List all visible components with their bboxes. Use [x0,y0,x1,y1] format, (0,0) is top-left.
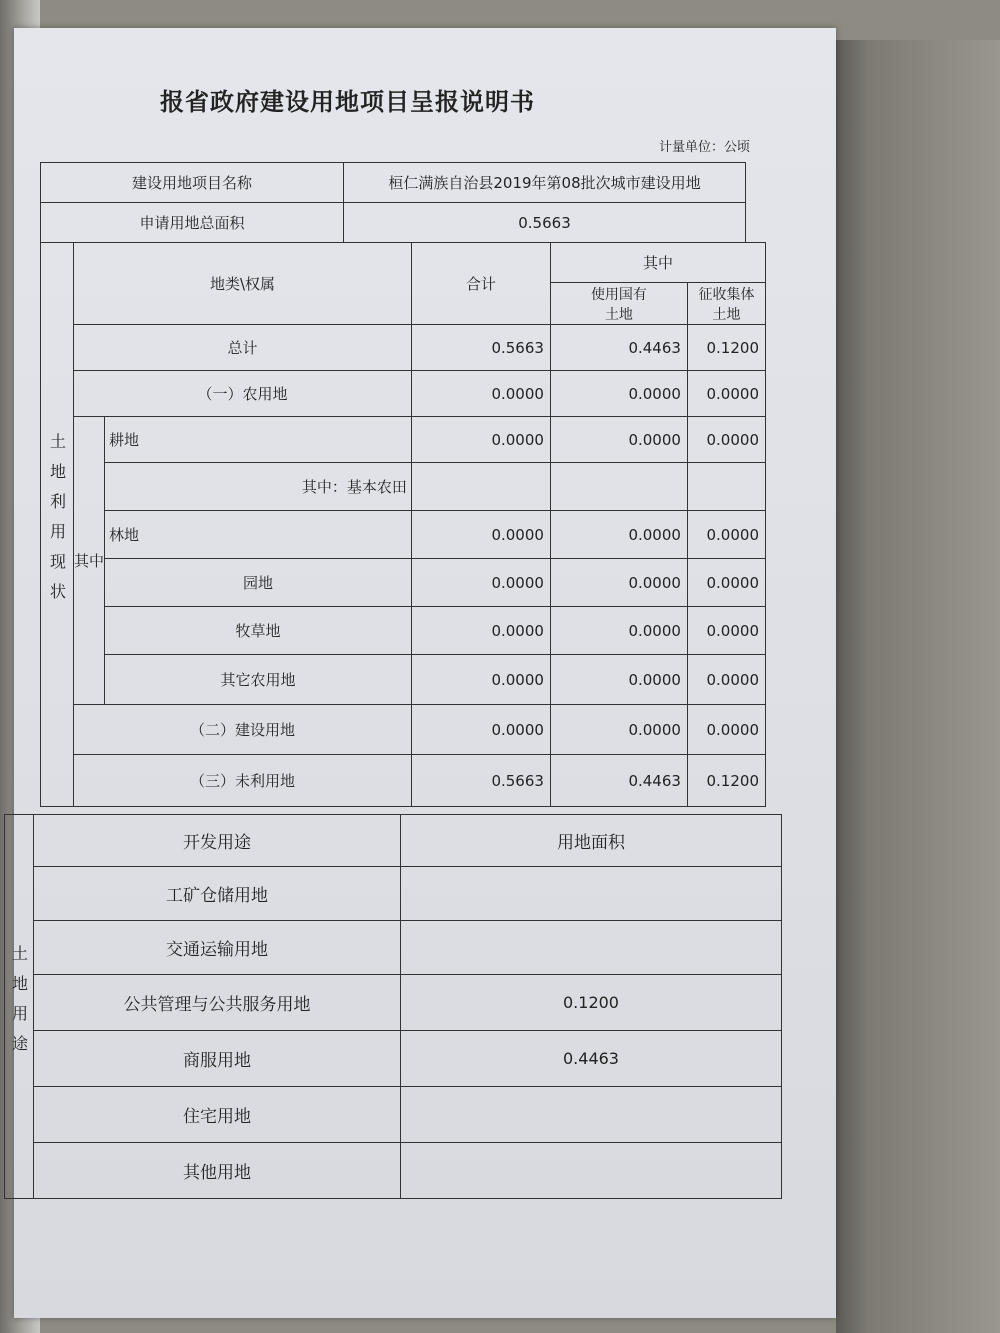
table-row [41,463,766,511]
row-state: 0.0000 [550,559,687,607]
row-total: 0.0000 [411,655,550,705]
table-row [41,755,766,807]
table-row [5,1031,782,1087]
table-row [41,607,766,655]
table-row [5,1087,782,1143]
header-of-which: 其中 [550,243,765,283]
row-state: 0.4463 [550,325,687,371]
row-state: 0.0000 [550,705,687,755]
table-row [41,417,766,463]
table-row [41,705,766,755]
row-label: 林地 [105,511,412,559]
row-collective: 0.0000 [687,559,765,607]
row-collective [687,463,765,511]
row-label: 总计 [74,325,412,371]
use-label: 公共管理与公共服务用地 [34,975,401,1031]
land-status-table [40,242,766,807]
use-label: 住宅用地 [34,1087,401,1143]
use-label: 商服用地 [34,1031,401,1087]
row-label: （一）农用地 [74,371,412,417]
unit-label: 计量单位：公顷 [658,140,750,155]
table-row [5,867,782,921]
row-label: 园地 [105,559,412,607]
use-label: 工矿仓储用地 [34,867,401,921]
row-total: 0.0000 [411,559,550,607]
status-side-label: 土地利用现状 [41,243,74,807]
header-category: 地类\权属 [74,243,412,325]
row-total: 0.0000 [411,607,550,655]
use-area [401,1143,782,1199]
use-area: 0.1200 [401,975,782,1031]
use-label: 其他用地 [34,1143,401,1199]
row-state: 0.0000 [550,371,687,417]
row-collective: 0.0000 [687,607,765,655]
row-collective: 0.0000 [687,511,765,559]
row-label: 其中：基本农田 [105,463,412,511]
row-total: 0.0000 [411,417,550,463]
row-collective: 0.0000 [687,655,765,705]
row-total: 0.5663 [411,325,550,371]
table-row [5,975,782,1031]
page-edge-shadow [836,40,1000,1333]
project-table [40,162,746,243]
total-area-label: 申请用地总面积 [41,203,344,243]
land-use-table [4,814,782,1199]
table-row [5,1143,782,1199]
row-total: 0.5663 [411,755,550,807]
row-state: 0.0000 [550,417,687,463]
use-area [401,921,782,975]
row-label: （二）建设用地 [74,705,412,755]
sub-side-label: 其中 [74,417,105,705]
row-state: 0.0000 [550,655,687,705]
use-area: 0.4463 [401,1031,782,1087]
row-total: 0.0000 [411,511,550,559]
row-total: 0.0000 [411,371,550,417]
table-row [41,511,766,559]
row-total [411,463,550,511]
header-total: 合计 [411,243,550,325]
row-label: 耕地 [105,417,412,463]
use-label: 交通运输用地 [34,921,401,975]
row-label: 其它农用地 [105,655,412,705]
table-row [5,921,782,975]
table-row [41,325,766,371]
table-row [41,559,766,607]
total-area-value: 0.5663 [344,203,746,243]
project-name-label: 建设用地项目名称 [41,163,344,203]
header-area: 用地面积 [401,815,782,867]
row-collective: 0.1200 [687,325,765,371]
project-name-value: 桓仁满族自治县2019年第08批次城市建设用地 [344,163,746,203]
row-total: 0.0000 [411,705,550,755]
row-collective: 0.0000 [687,371,765,417]
row-collective: 0.0000 [687,417,765,463]
table-row [41,371,766,417]
document-title: 报省政府建设用地项目呈报说明书 [160,87,535,116]
row-state [550,463,687,511]
header-use: 开发用途 [34,815,401,867]
row-state: 0.4463 [550,755,687,807]
row-state: 0.0000 [550,511,687,559]
row-label: （三）未利用地 [74,755,412,807]
use-area [401,867,782,921]
use-side-label: 土地用途 [5,815,34,1199]
row-state: 0.0000 [550,607,687,655]
use-area [401,1087,782,1143]
header-collective: 征收集体 土地 [687,283,765,325]
header-state-owned: 使用国有 土地 [550,283,687,325]
row-collective: 0.0000 [687,705,765,755]
row-collective: 0.1200 [687,755,765,807]
table-row [41,655,766,705]
row-label: 牧草地 [105,607,412,655]
